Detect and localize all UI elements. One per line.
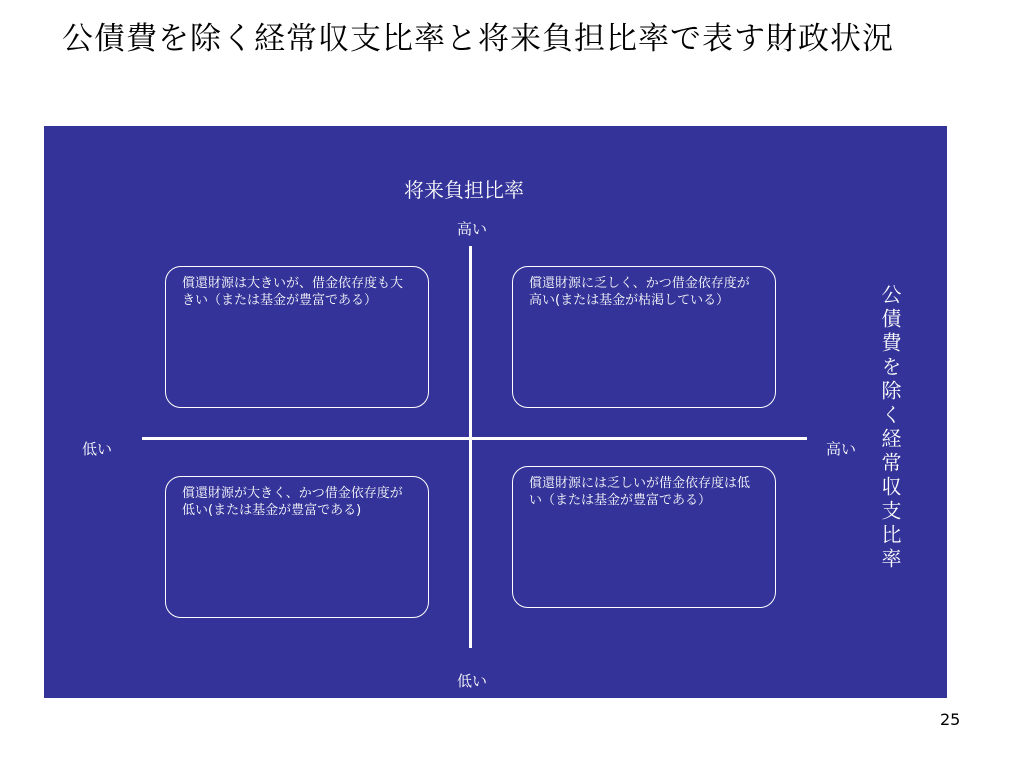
label-right-high: 高い — [826, 440, 857, 458]
page-number: 25 — [940, 710, 961, 729]
quadrant-top-right: 償還財源に乏しく、かつ借金依存度が高い(または基金が枯渇している） — [512, 266, 776, 408]
vertical-axis-title: 公債費を除く経常収支比率 — [878, 284, 902, 572]
label-bottom-low: 低い — [457, 672, 488, 690]
quadrant-top-left: 償還財源は大きいが、借金依存度も大きい（または基金が豊富である） — [165, 266, 429, 408]
horizontal-axis-line — [142, 437, 807, 440]
diagram-panel — [44, 126, 947, 698]
vertical-axis-line — [469, 246, 472, 648]
quadrant-bottom-left: 償還財源が大きく、かつ借金依存度が低い(または基金が豊富である) — [165, 476, 429, 618]
slide-title: 公債費を除く経常収支比率と将来負担比率で表す財政状況 — [62, 21, 894, 57]
label-left-low: 低い — [82, 440, 113, 458]
label-top-high: 高い — [457, 220, 488, 238]
horizontal-axis-title: 将来負担比率 — [404, 178, 524, 202]
quadrant-bottom-right: 償還財源には乏しいが借金依存度は低い（または基金が豊富である） — [512, 466, 776, 608]
